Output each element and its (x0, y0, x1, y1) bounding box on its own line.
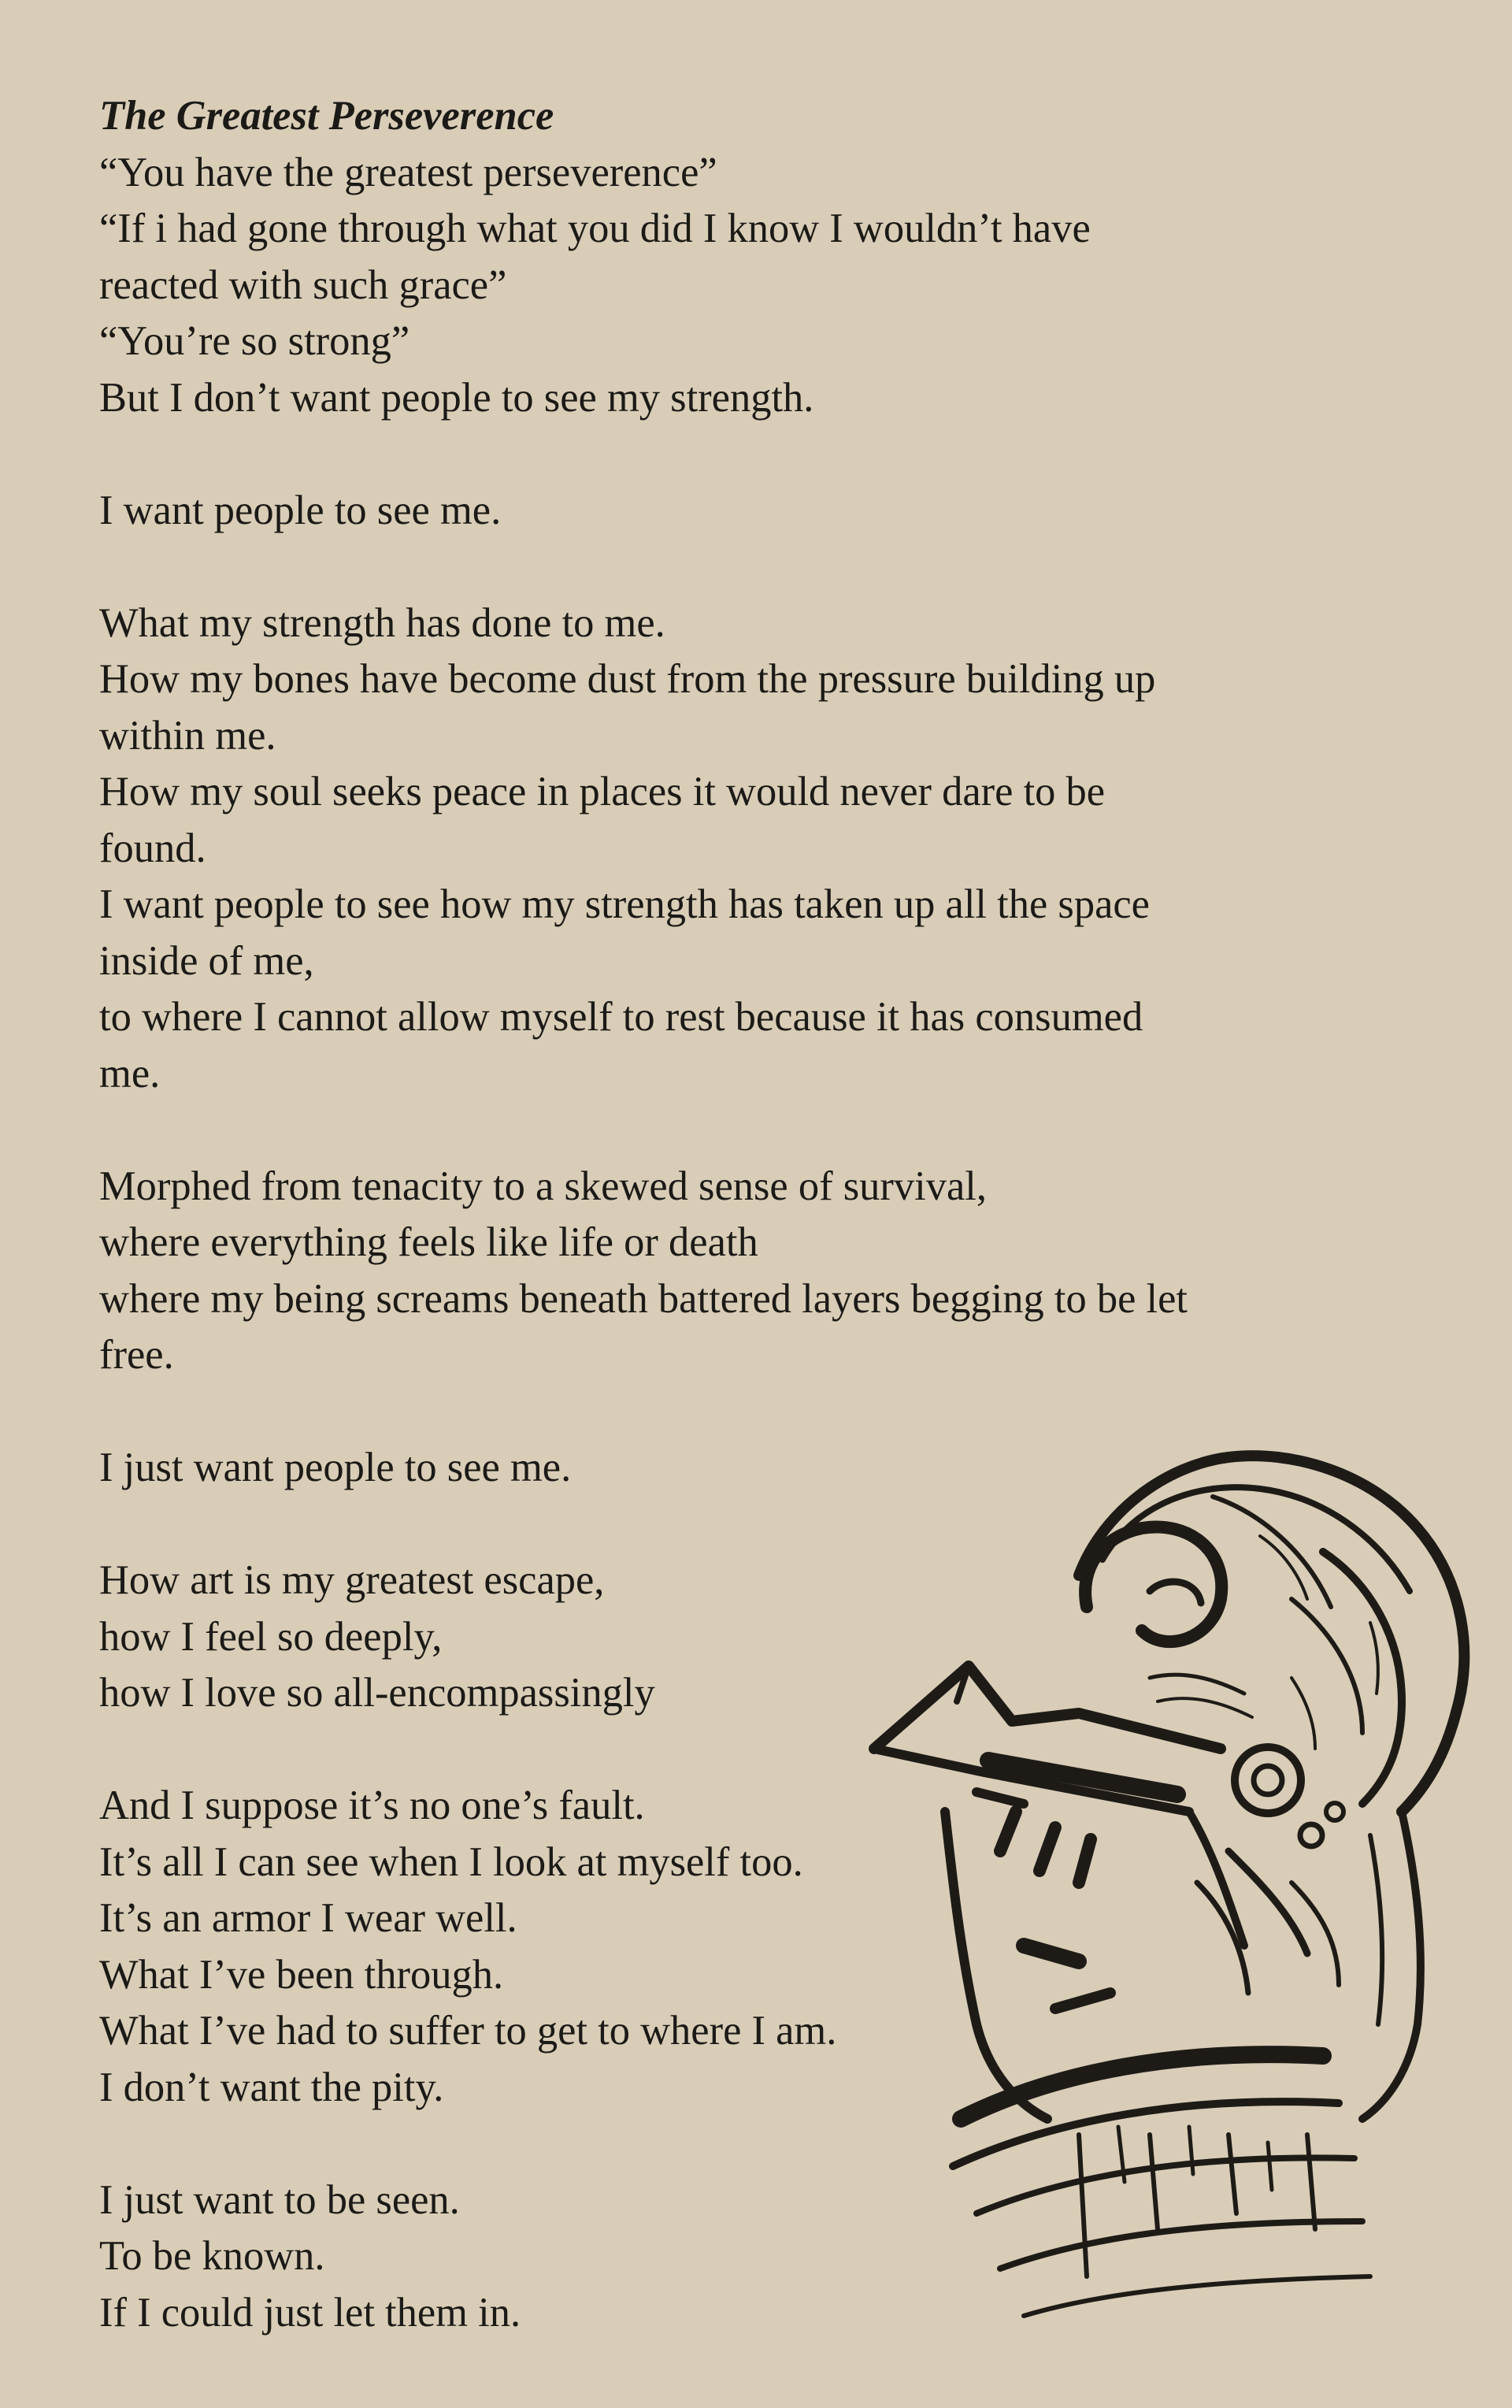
poem-line: inside of me, (99, 937, 314, 984)
poem-line: free. (99, 1332, 174, 1378)
poem-line: “You’re so strong” (99, 318, 410, 364)
poem-line: how I feel so deeply, (99, 1613, 443, 1660)
poem-line: I just want people to see me. (99, 1445, 572, 1490)
poem-line: where my being screams beneath battered layers begging to be let (99, 1275, 1188, 1322)
poem-line: “If i had gone through what you did I know I wouldn’t have (99, 206, 1091, 251)
poem-line: within me. (99, 712, 276, 759)
poem-line: I don’t want the pity. (99, 2064, 444, 2110)
poem-line: “You have the greatest perseverence” (99, 149, 717, 195)
stanza-break (99, 1102, 1343, 1159)
poem-line: to where I cannot allow myself to rest because it has consumed (99, 994, 1143, 1040)
stanza-break (99, 1384, 1343, 1441)
poem-line: How my soul seeks peace in places it would never dare to be (99, 769, 1106, 814)
poem-line: how I love so all-encompassingly (99, 1670, 655, 1716)
poem-line: I just want to be seen. (99, 2176, 460, 2223)
poem-line: To be known. (99, 2233, 325, 2279)
poem-line: It’s an armor I wear well. (99, 1895, 517, 1941)
knight-helmet-icon (819, 1441, 1480, 2339)
poem-line: It’s all I can see when I look at myself too. (99, 1838, 803, 1885)
poem-line: And I suppose it’s no one’s fault. (99, 1783, 645, 1828)
poem-line: But I don’t want people to see my strength. (99, 374, 814, 421)
poem-line: Morphed from tenacity to a skewed sense of survival, (99, 1163, 987, 1209)
poem-line: found. (99, 825, 206, 871)
poem-line: What I’ve had to suffer to get to where I am. (99, 2008, 837, 2054)
poem-line: me. (99, 1050, 161, 1096)
poem-line: What I’ve been through. (99, 1951, 504, 1998)
poem-line: I want people to see me. (99, 487, 502, 533)
poem-line: How my bones have become dust from the pressure building up (99, 656, 1156, 702)
poem-line: where everything feels like life or death (99, 1219, 758, 1265)
poem-line: reacted with such grace” (99, 262, 507, 308)
poem-line: I want people to see how my strength has taken up all the space (99, 881, 1150, 927)
poem-line: What my strength has done to me. (99, 599, 665, 646)
poem-line: If I could just let them in. (99, 2289, 521, 2336)
poem-title: The Greatest Perseverence (99, 93, 554, 139)
poem-line: How art is my greatest escape, (99, 1557, 605, 1603)
stanza-break (99, 426, 1343, 483)
stanza-break (99, 539, 1343, 596)
